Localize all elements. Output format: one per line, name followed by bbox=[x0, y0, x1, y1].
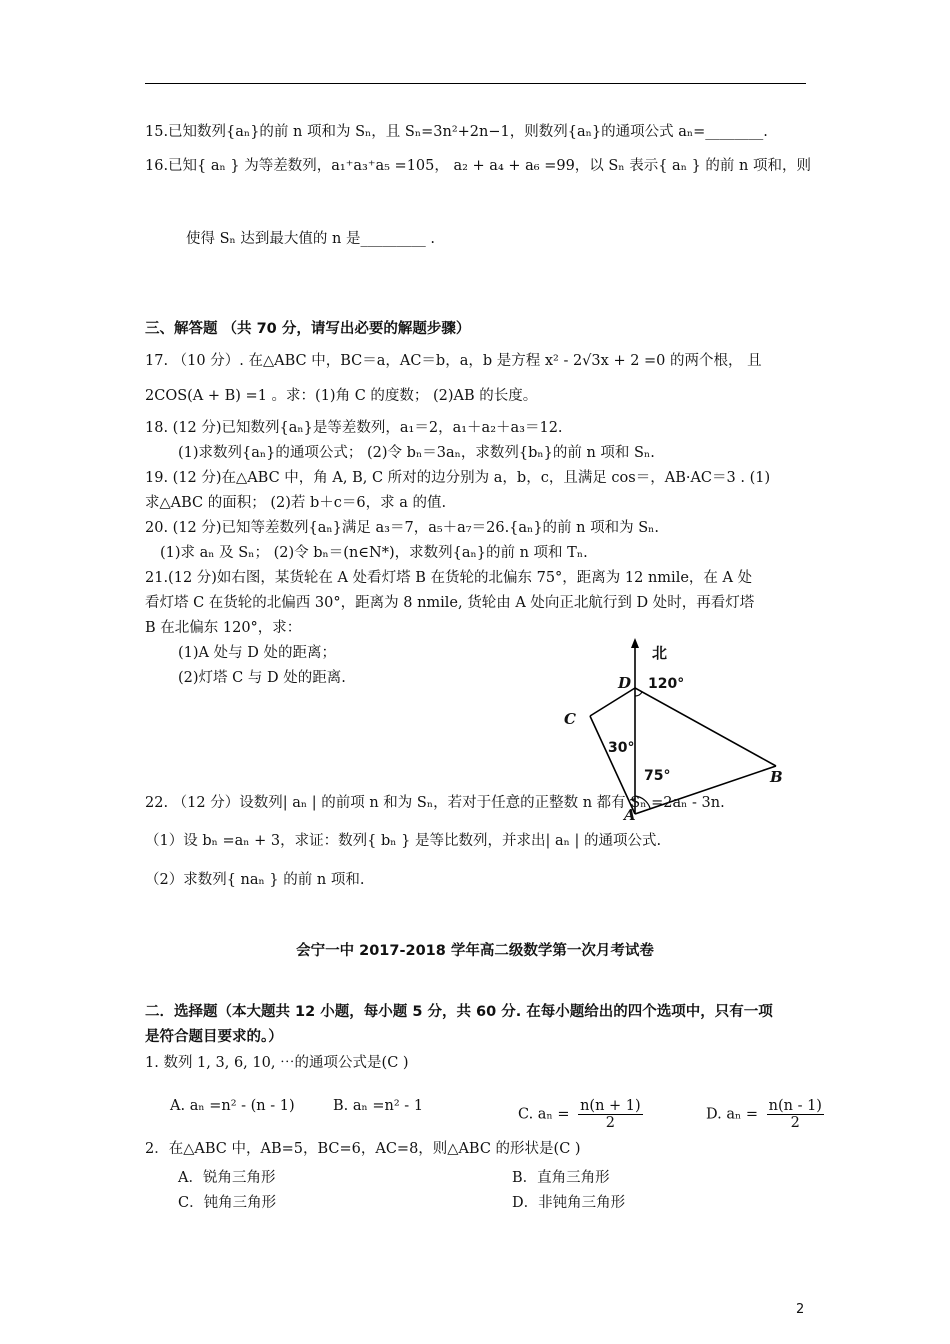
angle-arc-d bbox=[635, 692, 642, 696]
q2-option-c: C．钝角三角形 bbox=[178, 1195, 277, 1211]
north-arrow-head bbox=[631, 638, 639, 648]
angle-120-label: 120° bbox=[648, 676, 685, 692]
q1-option-d-denominator: 2 bbox=[790, 1115, 800, 1131]
section-3-heading: 三、解答题 （共 70 分，请写出必要的解题步骤） bbox=[145, 321, 471, 337]
q1-option-b: B. aₙ =n² - 1 bbox=[333, 1098, 424, 1114]
question-22-line1: 22. （12 分）设数列| aₙ | 的前项 n 和为 Sₙ，若对于任意的正整数 n 都有 Sₙ =2aₙ - 3n. bbox=[145, 795, 725, 811]
question-17-line2: 2COS(A + B) =1 。求：(1)角 C 的度数； (2)AB 的长度。 bbox=[145, 388, 538, 404]
north-label: 北 bbox=[652, 644, 668, 662]
point-a-label: A bbox=[624, 806, 636, 824]
question-21-part2: (2)灯塔 C 与 D 处的距离. bbox=[178, 670, 346, 686]
q1-option-c-denominator: 2 bbox=[605, 1115, 615, 1131]
q2-option-b: B．直角三角形 bbox=[512, 1170, 610, 1186]
point-d-label: D bbox=[618, 674, 632, 692]
q1-option-c-numerator: n(n + 1) bbox=[580, 1098, 641, 1114]
point-b-label: B bbox=[770, 768, 783, 786]
question-16-line1: 16.已知{ aₙ } 为等差数列，a₁⁺a₃⁺a₅ =105， a₂ + a₄ + a₆ =99，以 Sₙ 表示{ aₙ } 的前 n 项和，则 bbox=[145, 158, 811, 174]
question-20-line2: (1)求 aₙ 及 Sₙ； (2)令 bₙ＝(n∈N*)，求数列{aₙ}的前 n 项和 Tₙ. bbox=[160, 545, 588, 561]
question-21-part1: (1)A 处与 D 处的距离； bbox=[178, 645, 336, 661]
section-2-heading-line1: 二．选择题（本大题共 12 小题，每小题 5 分，共 60 分. 在每小题给出的四个选项中，只有一项 bbox=[145, 1004, 773, 1020]
angle-30-label: 30° bbox=[608, 740, 635, 756]
question-22-line3: （2）求数列{ naₙ } 的前 n 项和. bbox=[145, 872, 365, 888]
exam-title: 会宁一中 2017-2018 学年高二级数学第一次月考试卷 bbox=[296, 943, 654, 959]
section-2-heading-line2: 是符合题目要求的。） bbox=[145, 1029, 283, 1045]
question-20-line1: 20. (12 分)已知等差数列{aₙ}满足 a₃＝7，a₅＋a₇＝26.{aₙ}的前 n 项和为 Sₙ. bbox=[145, 520, 660, 536]
angle-75-label: 75° bbox=[644, 768, 671, 784]
segment-db bbox=[635, 688, 776, 766]
question-17-line1: 17. （10 分）. 在△ABC 中，BC＝a，AC＝b，a，b 是方程 x² - 2√3x + 2 =0 的两个根， 且 bbox=[145, 353, 762, 369]
header-rule bbox=[145, 83, 806, 84]
page-number: 2 bbox=[796, 1302, 805, 1317]
q2-option-a: A．锐角三角形 bbox=[178, 1170, 276, 1186]
q1-option-c bbox=[518, 1098, 643, 1131]
question-16-line2: 使得 Sₙ 达到最大值的 n 是_________ . bbox=[186, 231, 435, 247]
question-18-line1: 18. (12 分)已知数列{aₙ}是等差数列，a₁＝2，a₁＋a₂＋a₃＝12. bbox=[145, 420, 563, 436]
segment-cd bbox=[590, 688, 635, 716]
q1-option-d-prefix: D. aₙ = bbox=[706, 1106, 759, 1123]
q1-option-d-numerator: n(n - 1) bbox=[768, 1098, 822, 1114]
question-21-line2: 看灯塔 C 在货轮的北偏西 30°，距离为 8 nmile, 货轮由 A 处向正北航行到 D 处时，再看灯塔 bbox=[145, 595, 755, 611]
question-18-line2: (1)求数列{aₙ}的通项公式； (2)令 bₙ＝3aₙ，求数列{bₙ}的前 n 项和 Sₙ. bbox=[178, 445, 655, 461]
q1-option-d bbox=[706, 1098, 824, 1131]
question-15: 15.已知数列{aₙ}的前 n 项和为 Sₙ，且 Sₙ=3n²+2n−1，则数列{aₙ}的通项公式 aₙ=________. bbox=[145, 124, 768, 140]
question-1: 1. 数列 1, 3, 6, 10, ⋯的通项公式是(C ) bbox=[145, 1055, 409, 1071]
question-19-line2: 求△ABC 的面积； (2)若 b＋c＝6，求 a 的值. bbox=[145, 495, 447, 511]
q1-option-a: A. aₙ =n² - (n - 1) bbox=[170, 1098, 295, 1114]
point-c-label: C bbox=[564, 710, 576, 728]
question-21-line3: B 在北偏东 120°，求： bbox=[145, 620, 302, 636]
question-2: 2．在△ABC 中，AB=5，BC=6，AC=8，则△ABC 的形状是(C ) bbox=[145, 1141, 581, 1157]
question-22-line2: （1）设 bₙ =aₙ + 3，求证：数列{ bₙ } 是等比数列，并求出| aₙ | 的通项公式. bbox=[145, 833, 662, 849]
q2-option-d: D．非钝角三角形 bbox=[512, 1195, 626, 1211]
question-19-line1: 19. (12 分)在△ABC 中，角 A, B, C 所对的边分别为 a，b，c，且满足 cos＝，AB·AC＝3 . (1) bbox=[145, 470, 771, 486]
q1-option-c-prefix: C. aₙ = bbox=[518, 1106, 570, 1123]
question-21-line1: 21.(12 分)如右图，某货轮在 A 处看灯塔 B 在货轮的北偏东 75°，距离为 12 nmile，在 A 处 bbox=[145, 570, 753, 586]
